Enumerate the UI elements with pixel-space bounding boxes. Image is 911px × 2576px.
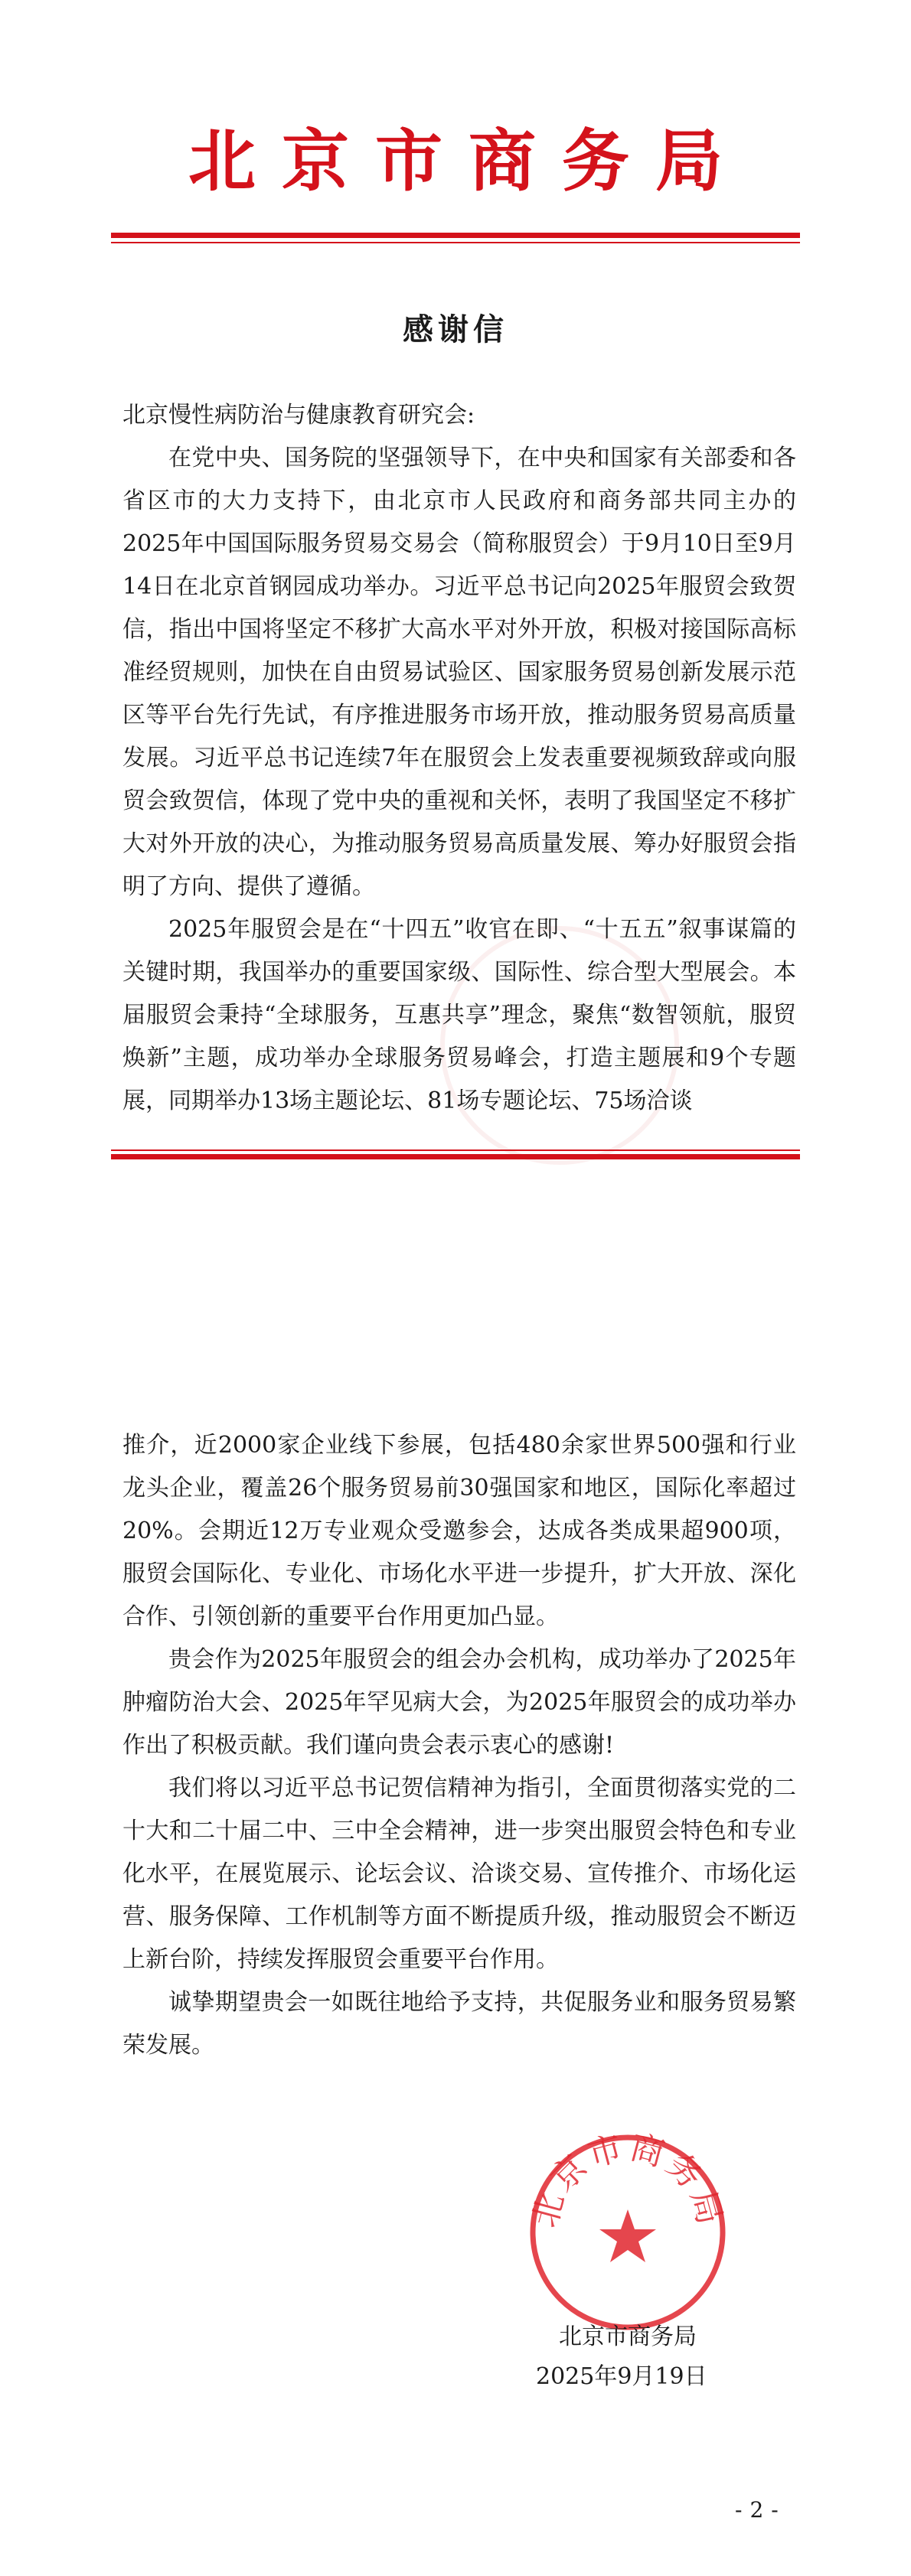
salutation: 北京慢性病防治与健康教育研究会: [122,402,475,429]
page-number: -2- [735,2497,786,2522]
letterhead-title: 北京市商务局 [188,121,749,201]
paragraph: 我们将以习近平总书记贺信精神为指引，全面贯彻落实党的二十大和二十届二中、三中全会精神，进一步突出服贸会特色和专业化水平，在展览展示、论坛会议、洽谈交易、宣传推介、市场化运营、服务保障、工作机制等方面不断提质升级，推动服贸会不断迈上新台阶，持续发挥服贸会重要平台作用。 [122,1775,796,1973]
signature-org: 北京市商务局 [559,2323,697,2350]
letterhead-red-rule-thin [111,242,800,243]
letter-page-2 [0,1288,911,2576]
signature-date: 2025年9月19日 [536,2363,707,2390]
letterhead-red-rule-thick [111,233,800,238]
paragraph-continuation: 推介，近2000家企业线下参展，包括480余家世界500强和行业龙头企业，覆盖26个服务贸易前30强国家和地区，国际化率超过20%。会期近12万专业观众受邀参会，达成各类成果超900项，服贸会国际化、专业化、市场化水平进一步提升，扩大开放、深化合作、引领创新的重要平台作用更加凸显。 [122,1432,796,1630]
signature-block [536,2317,766,2397]
footer-red-rule-thin [111,1149,800,1151]
paragraph: 贵会作为2025年服贸会的组会办会机构，成功举办了2025年肿瘤防治大会、2025年罕见病大会，为2025年服贸会的成功举办作出了积极贡献。我们谨向贵会表示衷心的感谢! [122,1646,796,1759]
letter-body-page-1 [122,394,796,1123]
official-seal-stamp [525,2130,730,2335]
paragraph: 在党中央、国务院的坚强领导下，在中央和国家有关部委和各省区市的大力支持下，由北京市人民政府和商务部共同主办的2025年中国国际服务贸易交易会（简称服贸会）于9月10日至9月14日在北京首钢园成功举办。习近平总书记向2025年服贸会致贺信，指出中国将坚定不移扩大高水平对外开放，积极对接国际高标准经贸规则，加快在自由贸易试验区、国家服务贸易创新发展示范区等平台先行先试，有序推进服务市场开放，推动服务贸易高质量发展。习近平总书记连续7年在服贸会上发表重要视频致辞或向服贸会致贺信，体现了党中央的重视和关怀，表明了我国坚定不移扩大对外开放的决心，为推动服务贸易高质量发展、筹办好服贸会指明了方向、提供了遵循。 [122,445,796,900]
letter-title: 感谢信 [403,312,508,347]
paragraph: 诚挚期望贵会一如既往地给予支持，共促服务业和服务贸易繁荣发展。 [122,1989,796,2059]
svg-text:北京市商务局: 北京市商务局 [525,2130,730,2232]
letter-body-page-2 [122,1424,796,2067]
paragraph: 2025年服贸会是在“十四五”收官在即、“十五五”叙事谋篇的关键时期，我国举办的重要国家级、国际性、综合型大型展会。本届服贸会秉持“全球服务，互惠共享”理念，聚焦“数智领航，服贸焕新”主题，成功举办全球服务贸易峰会，打造主题展和9个专题展，同期举办13场主题论坛、81场专题论坛、75场洽谈 [122,916,796,1114]
footer-red-rule-thick [111,1154,800,1159]
